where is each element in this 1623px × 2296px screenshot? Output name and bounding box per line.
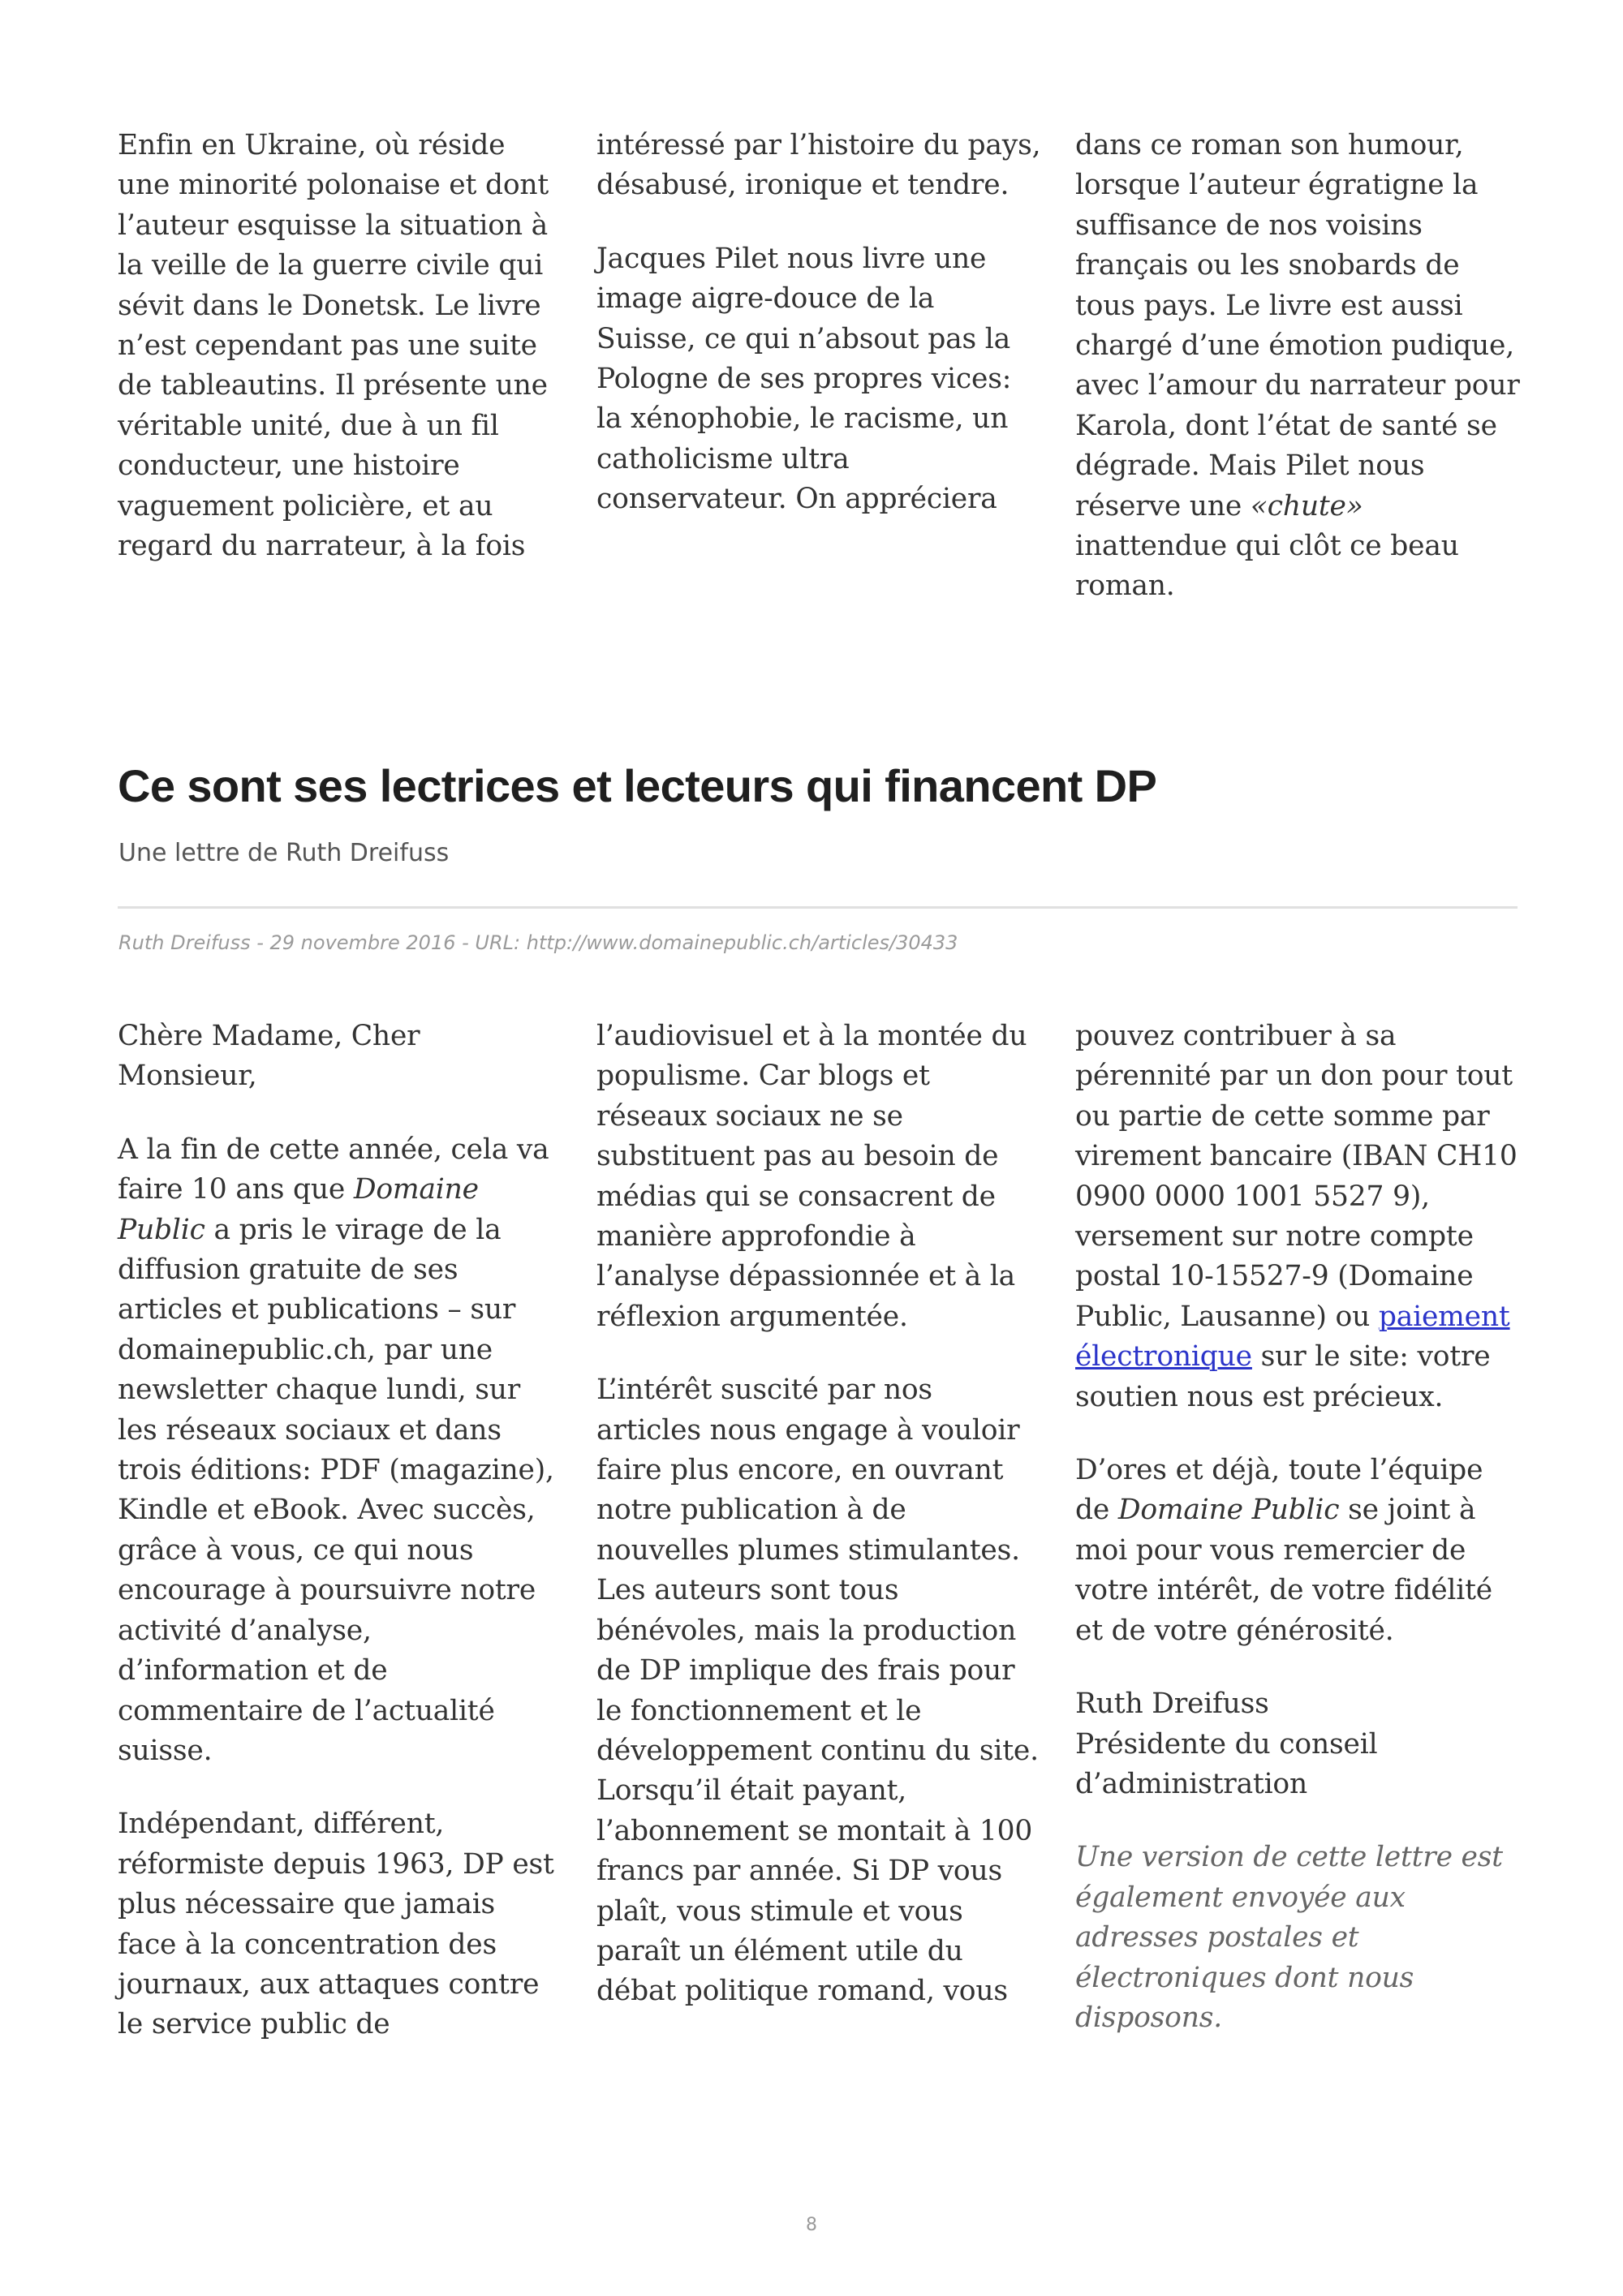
article-subtitle: Une lettre de Ruth Dreifuss — [118, 839, 450, 867]
paragraph — [1075, 1017, 1520, 1417]
paragraph: Jacques Pilet nous livre une image aigre-douce de la Suisse, ce qui n’absout pas la Pologne de ses propres vices: la xénophobie, le racisme, un catholicisme ultra conservateur. On appréciera — [596, 242, 1012, 516]
closing-note: Une version de cette lettre est également envoyée aux adresses postales et électroniques dont nous disposons. — [1075, 1841, 1503, 2034]
paragraph: Enfin en Ukraine, où réside une minorité polonaise et dont l’auteur esquisse la situation à la veille de la guerre civile qui sévit dans le Donetsk. Le livre n’est cependant pas une suite de tableautins. Il présente une véritable unité, due à un fil conducteur, une histoire vaguement policière, et au regard du narrateur, à la fois — [118, 129, 549, 563]
paragraph — [1075, 1451, 1520, 1651]
emphasis-text: «chute» — [1250, 489, 1363, 522]
article-title: Ce sont ses lectrices et lecteurs qui financent DP — [118, 760, 1157, 811]
header-divider — [118, 906, 1518, 909]
page-number: 8 — [806, 2215, 817, 2235]
article-column-2 — [596, 1017, 1041, 2012]
text-run: dans ce roman son humour, lorsque l’auteur égratigne la suffisance de nos voisins français ou les snobards de tous pays. Le livre est aussi chargé d’une émotion pudique, avec l’amour du narrateur pour Karola, dont l’état de santé se dégrade. Mais Pilet nous réserve une — [1075, 129, 1520, 522]
salutation: Chère Madame, Cher Monsieur, — [118, 1020, 420, 1093]
previous-article-column-1 — [118, 126, 562, 566]
signature-name: Ruth Dreifuss — [1075, 1688, 1269, 1721]
paragraph: intéressé par l’histoire du pays, désabusé, ironique et tendre. — [596, 129, 1041, 202]
electronic-payment-link[interactable]: paiement électronique — [1075, 1300, 1510, 1374]
paragraph: L’intérêt suscité par nos articles nous engage à vouloir faire plus encore, en ouvrant notre publication à de nouvelles plumes stimulantes. Les auteurs sont tous bénévoles, mais la production de DP implique des frais pour le fonctionnement et le développement continu du site. Lorsqu’il était payant, l’abonnement se montait à 100 francs par année. Si DP vous plaît, vous stimule et vous paraît un élément utile du débat politique romand, vous — [596, 1374, 1039, 2008]
text-run: A la fin de cette année, cela va faire 10 ans que — [118, 1133, 549, 1206]
text-run: D’ores et déjà, toute l’équipe de — [1075, 1454, 1483, 1527]
text-run: sur le site: votre soutien nous est précieux. — [1075, 1340, 1491, 1413]
paragraph: Indépendant, différent, réformiste depuis 1963, DP est plus nécessaire que jamais face à la concentration des journaux, aux attaques contre le service public de — [118, 1808, 554, 2041]
text-run: a pris le virage de la diffusion gratuite de ses articles et publications – sur domainepublic.ch, par une newsletter chaque lundi, sur les réseaux sociaux et dans trois éditions: PDF (magazine), Kindle et eBook. Avec succès, grâce à vous, ce qui nous encourage à poursuivre notre activité d’analyse, d’information et de commentaire de l’actualité suisse. — [118, 1213, 554, 1767]
text-run: inattendue qui clôt ce beau roman. — [1075, 530, 1459, 603]
previous-article-column-2 — [596, 126, 1041, 520]
emphasis-text: Domaine Public — [118, 1173, 479, 1246]
paragraph: l’audiovisuel et à la montée du populisme. Car blogs et réseaux sociaux ne se substituent pas au besoin de médias qui se consacrent de manière approfondie à l’analyse dépassionnée et à la réflexion argumentée. — [596, 1020, 1027, 1333]
emphasis-text: Domaine Public — [1117, 1494, 1340, 1527]
signature — [1075, 1684, 1520, 1804]
paragraph — [118, 1130, 562, 1772]
article-column-1 — [118, 1017, 562, 2045]
article-meta: Ruth Dreifuss - 29 novembre 2016 - URL: http://www.domainepublic.ch/articles/30433 — [118, 931, 958, 954]
signature-role: Présidente du conseil d’administration — [1075, 1727, 1378, 1800]
paragraph — [1075, 126, 1520, 607]
text-run: pouvez contribuer à sa pérennité par un don pour tout ou partie de cette somme par virement bancaire (IBAN CH10 0900 0000 1001 5527 9), versement sur notre compte postal 10-15527-9 (Domaine Public, Lausanne) ou — [1075, 1020, 1518, 1333]
text-run: se joint à moi pour vous remercier de votre intérêt, de votre fidélité et de votre générosité. — [1075, 1494, 1492, 1647]
previous-article-column-3 — [1075, 126, 1520, 607]
article-column-3 — [1075, 1017, 1520, 2038]
